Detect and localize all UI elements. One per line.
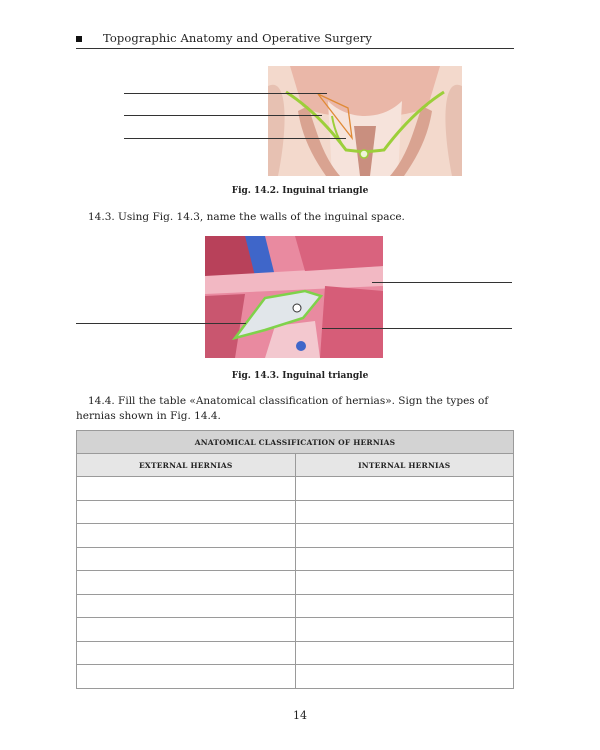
table-cell[interactable] bbox=[295, 524, 514, 548]
figure-14-2 bbox=[268, 66, 462, 176]
table-row bbox=[77, 571, 514, 595]
table-cell[interactable] bbox=[295, 641, 514, 665]
header-title: Topographic Anatomy and Operative Surgery bbox=[103, 31, 372, 45]
table-row bbox=[77, 618, 514, 642]
question-text: 14.4. Fill the table «Anatomical classification of hernias». Sign the types of hernias shown in Fig. 14.4. bbox=[76, 395, 489, 422]
table-row bbox=[77, 594, 514, 618]
table-cell[interactable] bbox=[295, 477, 514, 501]
header-bullet bbox=[76, 36, 82, 42]
figure-14-3-leader-line bbox=[322, 328, 512, 329]
table-cell[interactable] bbox=[295, 571, 514, 595]
table-cell[interactable] bbox=[77, 547, 296, 571]
running-header bbox=[76, 30, 514, 50]
question-text: 14.3. Using Fig. 14.3, name the walls of the inguinal space. bbox=[88, 211, 405, 223]
table-cell[interactable] bbox=[295, 594, 514, 618]
hernia-classification-table bbox=[76, 430, 514, 689]
table-row bbox=[77, 524, 514, 548]
figure-14-3 bbox=[205, 236, 383, 358]
figure-14-3-leader-line bbox=[372, 282, 512, 283]
table-cell[interactable] bbox=[295, 500, 514, 524]
table-row bbox=[77, 641, 514, 665]
table-cell[interactable] bbox=[295, 618, 514, 642]
table-cell[interactable] bbox=[77, 594, 296, 618]
header-rule bbox=[76, 48, 514, 49]
table-cell[interactable] bbox=[295, 665, 514, 689]
table-title: ANATOMICAL CLASSIFICATION OF HERNIAS bbox=[77, 431, 514, 454]
table-row bbox=[77, 665, 514, 689]
inguinal-dissection-photo bbox=[205, 236, 383, 358]
column-header-external: EXTERNAL HERNIAS bbox=[77, 454, 296, 477]
table-cell[interactable] bbox=[77, 665, 296, 689]
figure-14-2-leader-line bbox=[124, 115, 322, 116]
table-cell[interactable] bbox=[77, 618, 296, 642]
figure-14-3-leader-line bbox=[76, 323, 246, 324]
figure-caption: Fig. 14.2. Inguinal triangle bbox=[231, 186, 369, 196]
page-number: 14 bbox=[293, 709, 307, 722]
pelvis-anatomy-illustration bbox=[268, 66, 462, 176]
figure-caption: Fig. 14.3. Inguinal triangle bbox=[231, 371, 369, 381]
table-cell[interactable] bbox=[77, 500, 296, 524]
table-row bbox=[77, 547, 514, 571]
table-row bbox=[77, 477, 514, 501]
column-header-internal: INTERNAL HERNIAS bbox=[295, 454, 514, 477]
figure-14-2-leader-line bbox=[124, 93, 327, 94]
figure-14-2-leader-line bbox=[124, 138, 346, 139]
table-cell[interactable] bbox=[77, 641, 296, 665]
table-cell[interactable] bbox=[77, 571, 296, 595]
table-row bbox=[77, 500, 514, 524]
table-cell[interactable] bbox=[77, 477, 296, 501]
table-cell[interactable] bbox=[295, 547, 514, 571]
table-cell[interactable] bbox=[77, 524, 296, 548]
